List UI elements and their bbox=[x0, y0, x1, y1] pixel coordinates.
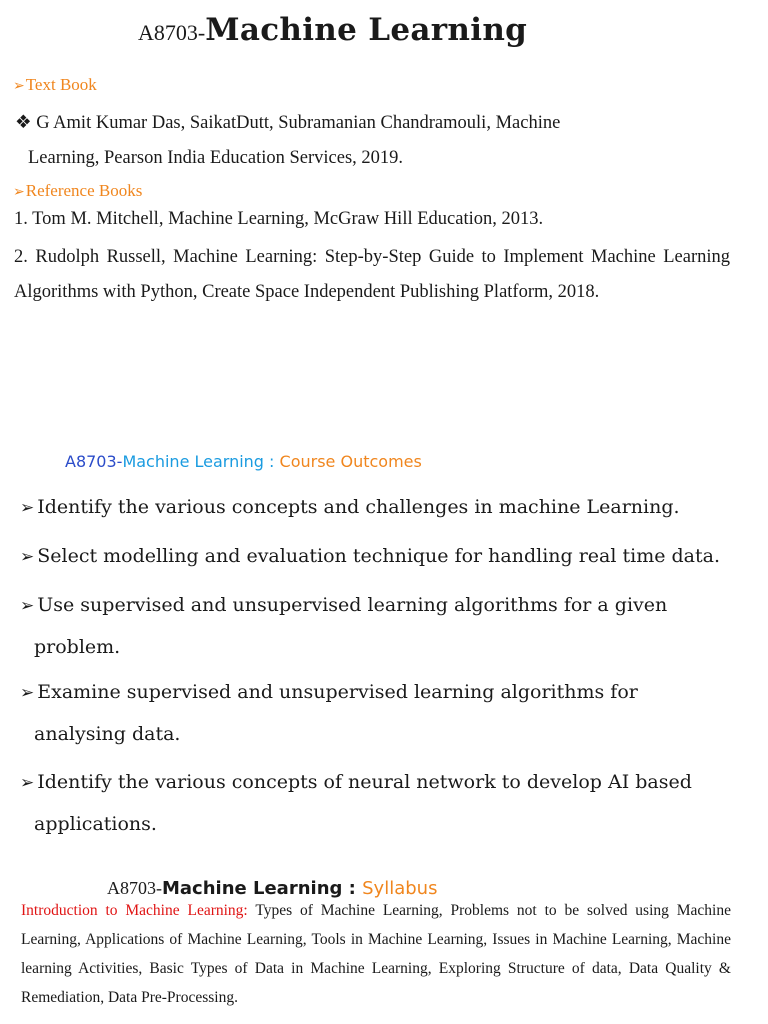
outcome-item bbox=[20, 487, 740, 529]
outcome-text-continued: applications. bbox=[34, 813, 157, 835]
outcome-item bbox=[20, 585, 740, 668]
syllabus-unit-text: Types of Machine Learning, Problems not to be solved using Machine Learning, Applications of Machine Learning, Tools in Machine Learning, Issues in Machine Learning, Machine learning Activities, Basic Types of Data in Machine Learning, Exploring Structure of data, Data Quality & Remediation, Data Pre-Processing. bbox=[21, 902, 731, 1006]
text-book-heading bbox=[13, 75, 97, 95]
arrow-bullet-icon: ➢ bbox=[20, 683, 35, 703]
arrow-bullet-icon: ➢ bbox=[13, 79, 25, 94]
arrow-bullet-icon: ➢ bbox=[20, 498, 35, 518]
diamond-bullet-icon: ❖ bbox=[15, 113, 32, 133]
syllabus-heading-code: A8703- bbox=[107, 878, 162, 898]
reference-item: 1. Tom M. Mitchell, Machine Learning, McGraw Hill Education, 2013. bbox=[14, 209, 544, 229]
arrow-bullet-icon: ➢ bbox=[20, 773, 35, 793]
co-heading-name: Machine Learning : bbox=[122, 452, 280, 471]
page-title bbox=[138, 12, 527, 48]
text-book-entry bbox=[15, 106, 731, 176]
syllabus-heading-name: Machine Learning : bbox=[162, 878, 363, 899]
syllabus-paragraph bbox=[21, 896, 731, 1012]
outcome-text: Examine supervised and unsupervised learning algorithms for bbox=[37, 681, 638, 703]
outcome-text: Identify the various concepts of neural network to develop AI based bbox=[37, 771, 692, 793]
syllabus-unit-title: Introduction to Machine Learning: bbox=[21, 902, 248, 919]
text-book-line-2: Learning, Pearson India Education Services, 2019. bbox=[28, 148, 404, 168]
outcome-text: Identify the various concepts and challenges in machine Learning. bbox=[37, 496, 680, 518]
outcome-item bbox=[20, 762, 740, 845]
course-name: Machine Learning bbox=[205, 12, 528, 48]
outcome-text: Use supervised and unsupervised learning algorithms for a given bbox=[37, 594, 668, 616]
course-outcomes-heading bbox=[65, 452, 422, 471]
reference-item: 2. Rudolph Russell, Machine Learning: Step-by-Step Guide to Implement Machine Learning Algorithms with Python, Create Space Independent Publishing Platform, 2018. bbox=[14, 247, 730, 302]
reference-books-heading-label: Reference Books bbox=[25, 181, 143, 200]
outcome-item bbox=[20, 672, 740, 755]
outcome-text: Select modelling and evaluation technique for handling real time data. bbox=[37, 545, 720, 567]
outcome-text-continued: analysing data. bbox=[34, 723, 181, 745]
arrow-bullet-icon: ➢ bbox=[20, 596, 35, 616]
syllabus-heading-suffix: Syllabus bbox=[362, 878, 438, 899]
outcome-item bbox=[20, 536, 740, 578]
arrow-bullet-icon: ➢ bbox=[13, 185, 25, 200]
text-book-heading-label: Text Book bbox=[25, 75, 97, 94]
arrow-bullet-icon: ➢ bbox=[20, 547, 35, 567]
co-heading-suffix: Course Outcomes bbox=[279, 452, 422, 471]
co-heading-code: A8703- bbox=[65, 452, 123, 471]
text-book-line-1: G Amit Kumar Das, SaikatDutt, Subramanian Chandramouli, Machine bbox=[36, 113, 561, 133]
outcome-text-continued: problem. bbox=[34, 636, 121, 658]
reference-books-heading bbox=[13, 181, 142, 201]
course-code: A8703- bbox=[138, 20, 206, 45]
